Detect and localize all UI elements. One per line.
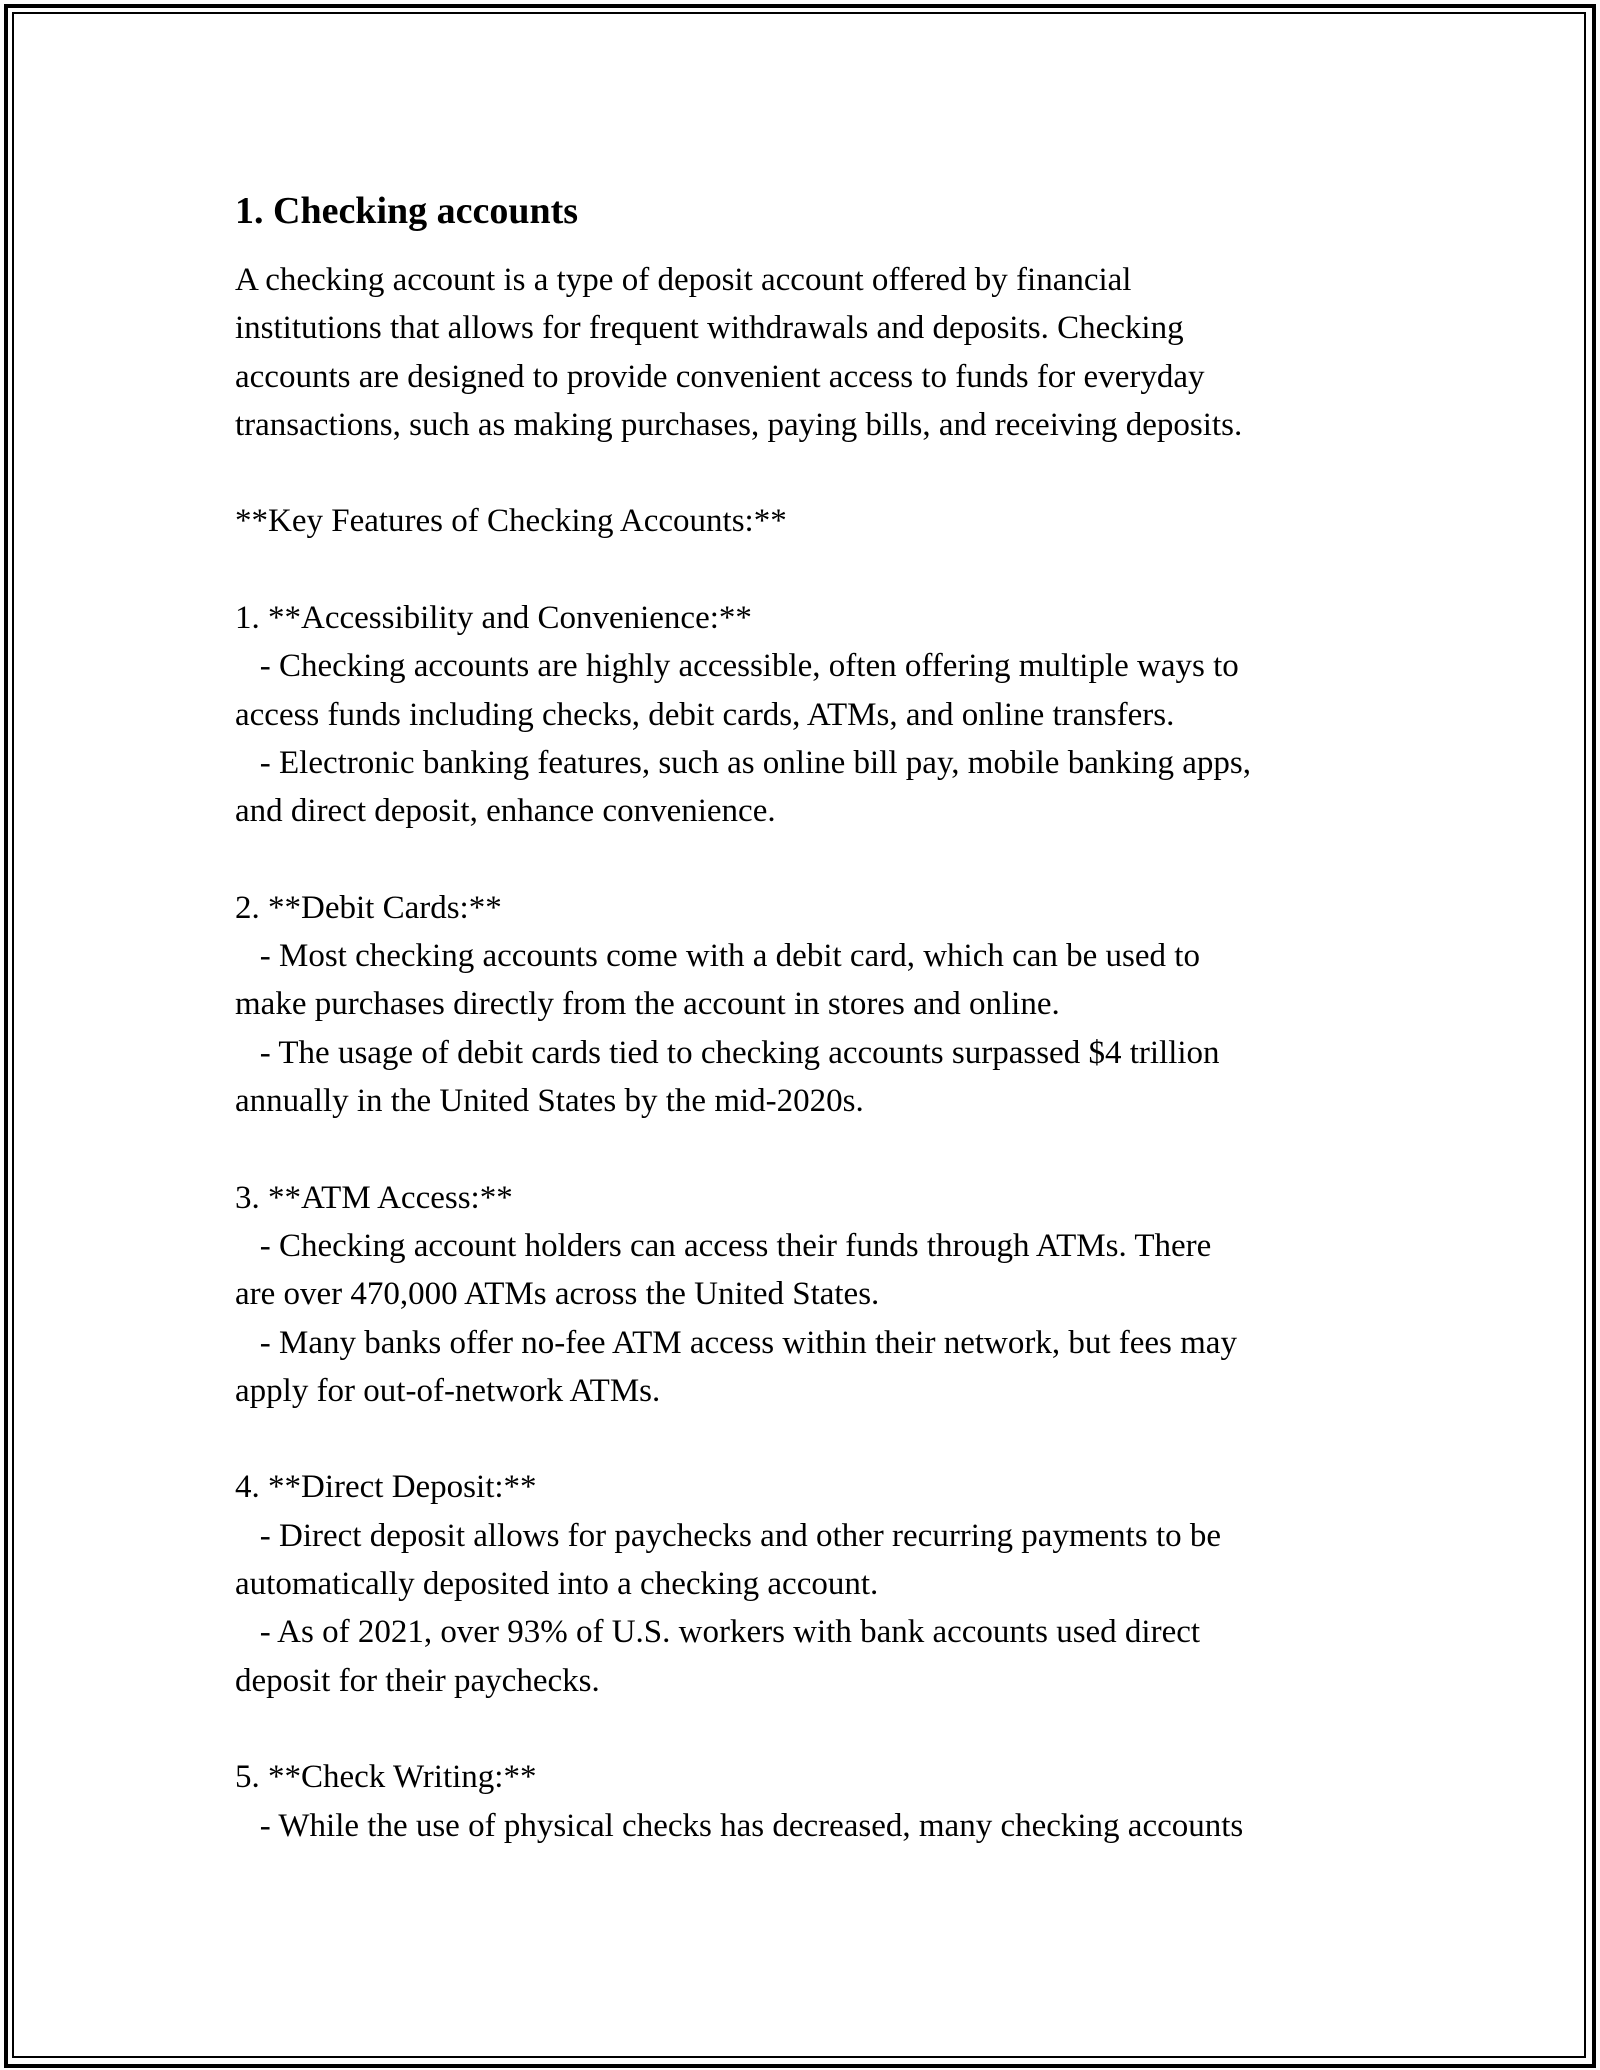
text-line: - Most checking accounts come with a debit card, which can be used to (235, 938, 1200, 975)
blank-line (235, 449, 1395, 497)
blank-line (235, 836, 1395, 884)
text-line: institutions that allows for frequent withdrawals and deposits. Checking (235, 310, 1184, 347)
text-line: - Many banks offer no-fee ATM access within their network, but fees may (235, 1324, 1237, 1361)
blank-line (235, 546, 1395, 594)
text-line: 3. **ATM Access:** (235, 1179, 513, 1216)
document-body (235, 186, 1395, 1850)
body-text (235, 256, 1395, 1850)
text-line: apply for out-of-network ATMs. (235, 1372, 661, 1409)
text-line: access funds including checks, debit cards, ATMs, and online transfers. (235, 696, 1175, 733)
text-line: - Checking account holders can access their funds through ATMs. There (235, 1227, 1212, 1264)
text-line: - As of 2021, over 93% of U.S. workers with bank accounts used direct (235, 1614, 1201, 1651)
text-line: 2. **Debit Cards:** (235, 889, 502, 926)
text-line: deposit for their paychecks. (235, 1662, 600, 1699)
text-line: annually in the United States by the mid-2020s. (235, 1083, 864, 1120)
text-line: transactions, such as making purchases, paying bills, and receiving deposits. (235, 406, 1243, 443)
text-line: and direct deposit, enhance convenience. (235, 793, 776, 830)
text-line: - While the use of physical checks has decreased, many checking accounts (235, 1807, 1244, 1844)
text-line: 5. **Check Writing:** (235, 1759, 537, 1796)
blank-line (235, 1705, 1395, 1753)
text-line: - Electronic banking features, such as online bill pay, mobile banking apps, (235, 744, 1252, 781)
text-line: - The usage of debit cards tied to checking accounts surpassed $4 trillion (235, 1034, 1220, 1071)
text-line: are over 470,000 ATMs across the United States. (235, 1276, 880, 1313)
section-heading: 1. Checking accounts (235, 190, 579, 232)
blank-line (235, 1125, 1395, 1173)
text-line: - Direct deposit allows for paychecks and other recurring payments to be (235, 1517, 1222, 1554)
text-line: - Checking accounts are highly accessible, often offering multiple ways to (235, 648, 1239, 685)
text-line: make purchases directly from the account in stores and online. (235, 986, 1060, 1023)
text-line: **Key Features of Checking Accounts:** (235, 503, 787, 540)
text-line: automatically deposited into a checking account. (235, 1566, 879, 1603)
text-line: A checking account is a type of deposit account offered by financial (235, 262, 1132, 298)
text-line: 4. **Direct Deposit:** (235, 1469, 537, 1506)
blank-line (235, 1415, 1395, 1463)
text-line: 1. **Accessibility and Convenience:** (235, 600, 752, 637)
text-line: accounts are designed to provide convenient access to funds for everyday (235, 358, 1205, 395)
